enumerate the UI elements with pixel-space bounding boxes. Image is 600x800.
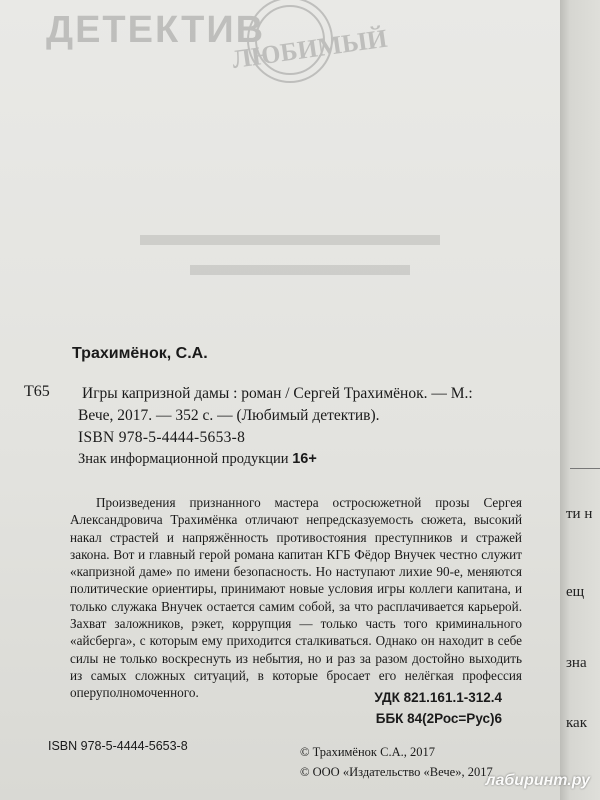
next-page-fragment: ти н [566, 506, 593, 522]
age-rating-value: 16+ [292, 451, 317, 467]
age-rating-label: Знак информационной продукции [78, 451, 289, 467]
logo-text-left: ЛЮБИМЫЙ [230, 23, 390, 75]
author-heading: Трахимёнок, С.А. [72, 345, 208, 362]
imprint-line: Вече, 2017. — 352 с. — (Любимый детектив). [78, 407, 380, 424]
next-page-fragment: как [566, 715, 588, 731]
bibliographic-record [78, 383, 518, 449]
udk-code: УДК 821.161.1-312.4 [374, 690, 502, 705]
footer-isbn: ISBN 978-5-4444-5653-8 [48, 739, 188, 753]
watermark: лабиринт.ру [485, 772, 590, 789]
title-line: Игры капризной дамы : роман / Сергей Трахимёнок. — М.: [82, 385, 473, 402]
page-divider [570, 468, 600, 469]
annotation-text: Произведения признанного мастера остросюжетной прозы Сергея Александровича Трахимёнка отличают непредсказуемость сюжета, высокий накал страстей и напряжённость противостояния преступников и стражей закона. Вот и главный герой романа капитан КГБ Фёдор Внучек честно служит «капризной даме» по имени безопасность. Но наступают лихие 90-е, меняются политические ориентиры, принимают новые условия игры коллеги капитана, и только служака Внучек остается самим собой, за что расплачивается карьерой. Захват заложников, рэкет, коррупция — только часть того криминального «айсберга», с которым ему приходится сталкиваться. Однако он находит в себе силы не только воскреснуть из небытия, но и раз за разом достойно выходить из самых сложных ситуаций, в которые бросает его нелёгкая профессия оперуполномоченного. [70, 495, 522, 701]
copyright-author: © Трахимёнок С.А., 2017 [300, 745, 435, 759]
series-logo [40, 0, 480, 110]
logo-text-right: ДЕТЕКТИВ [46, 9, 266, 51]
show-through-text [130, 215, 470, 305]
next-page-fragment: зна [566, 655, 587, 671]
isbn-line: ISBN 978-5-4444-5653-8 [78, 429, 246, 446]
age-rating [78, 451, 317, 468]
author-code: Т65 [24, 383, 50, 400]
copyright-publisher: © ООО «Издательство «Вече», 2017 [300, 765, 493, 779]
next-page-fragment: ещ [566, 584, 585, 600]
bbk-code: ББК 84(2Рос=Рус)6 [375, 711, 502, 726]
next-page-edge [560, 0, 600, 800]
annotation [70, 494, 522, 702]
